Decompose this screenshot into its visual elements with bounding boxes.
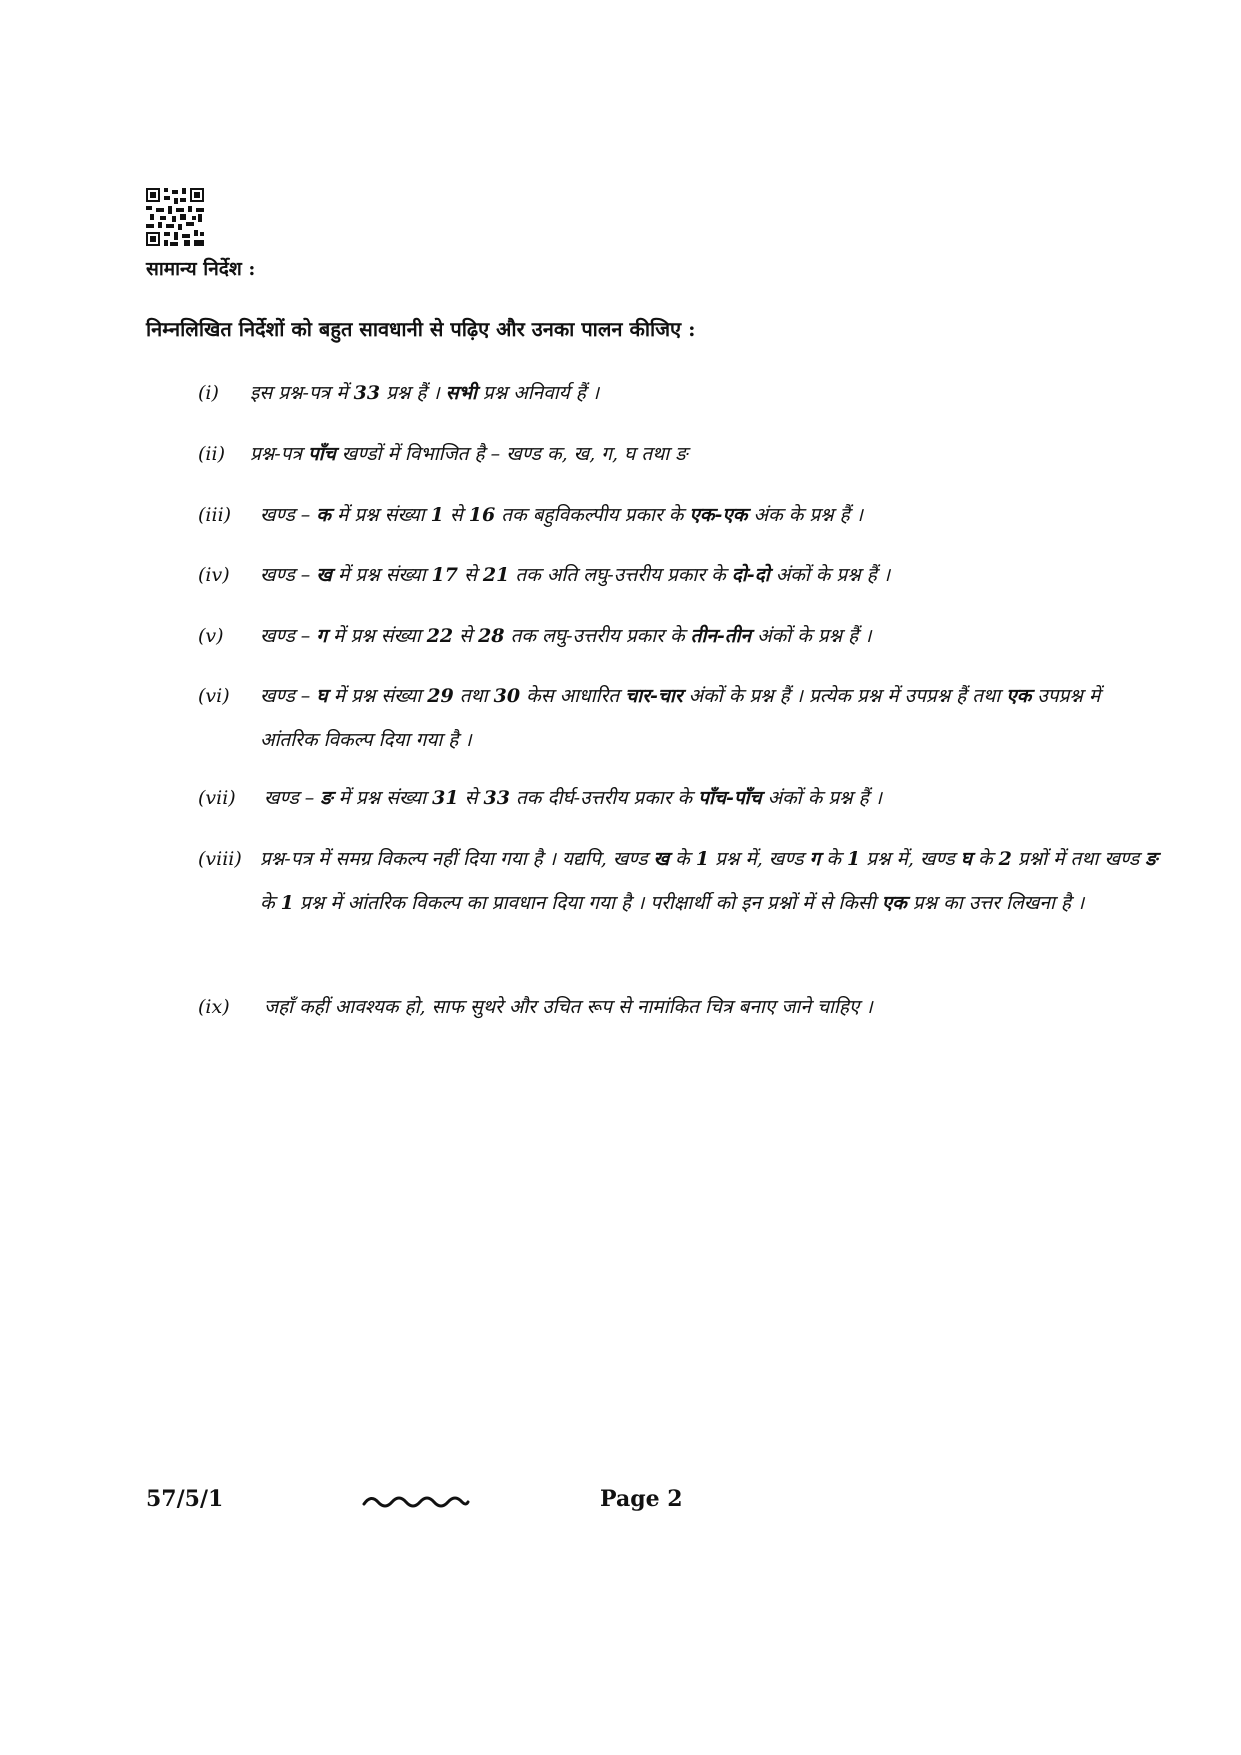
item-text-segment: तक दीर्घ-उत्तरीय प्रकार के — [509, 787, 699, 809]
item-text-segment: अंकों के प्रश्न हैं । प्रत्येक प्रश्न में उपप्रश्न हैं तथा — [682, 685, 1007, 707]
instruction-item — [198, 985, 1098, 1029]
item-text-segment: से — [457, 564, 483, 586]
item-number: (vii) — [198, 787, 236, 809]
item-text-bold: तीन-तीन — [690, 625, 752, 647]
item-text-bold: 16 — [468, 504, 496, 526]
item-text-bold: ख — [316, 564, 332, 586]
instructions-intro: निम्नलिखित निर्देशों को बहुत सावधानी से पढ़िए और उनका पालन कीजिए : — [146, 317, 696, 341]
item-text-segment: प्रश्न हैं । — [380, 382, 446, 404]
item-text-bold: 33 — [483, 787, 510, 809]
item-text-segment: खण्ड – — [260, 504, 317, 526]
item-text — [250, 382, 599, 404]
item-text-bold: घ — [316, 685, 328, 707]
item-text-bold: 30 — [493, 685, 521, 707]
item-text — [264, 787, 882, 809]
instruction-item — [198, 553, 1098, 597]
item-text-segment: अंकों के प्रश्न हैं । — [761, 787, 882, 809]
item-text-bold: ख — [653, 848, 670, 870]
item-text-segment: प्रश्न-पत्र — [250, 443, 308, 465]
item-text-bold: 29 — [427, 685, 454, 707]
item-number: (ii) — [198, 443, 225, 465]
item-text-segment: के — [820, 848, 847, 870]
item-text-bold: सभी — [445, 382, 477, 404]
item-text — [260, 685, 1100, 751]
item-text-segment: से — [453, 625, 479, 647]
item-text-bold: ग — [316, 625, 328, 647]
item-number: (viii) — [198, 848, 242, 870]
item-text-bold: घ — [960, 848, 972, 870]
item-text-bold: 1 — [846, 848, 861, 870]
item-text-segment: में प्रश्न संख्या — [332, 787, 433, 809]
item-text-bold: एक — [881, 892, 907, 914]
item-text-segment: प्रश्नों में तथा खण्ड — [1011, 848, 1146, 870]
item-text-segment: के — [260, 892, 281, 914]
item-text-bold: पाँच — [307, 443, 336, 465]
item-text-segment: में प्रश्न संख्या — [327, 685, 428, 707]
item-text-bold: 1 — [430, 504, 444, 526]
item-text-bold: ग — [809, 848, 821, 870]
item-number: (i) — [198, 382, 219, 404]
item-text — [260, 625, 871, 647]
item-text-segment: खण्डों में विभाजित है – खण्ड क, ख, ग, घ तथा ङ — [335, 443, 688, 465]
item-text-bold: 17 — [431, 564, 458, 586]
item-text-segment: में प्रश्न संख्या — [330, 504, 431, 526]
item-text-segment: खण्ड – — [260, 564, 317, 586]
item-text-segment: खण्ड – — [260, 625, 317, 647]
item-text-segment: तक लघु-उत्तरीय प्रकार के — [504, 625, 691, 647]
qr-code-icon — [146, 188, 204, 246]
item-text-segment: प्रश्न में, खण्ड — [860, 848, 961, 870]
item-text-segment: प्रश्न अनिवार्य हैं । — [476, 382, 600, 404]
item-text-bold: 21 — [482, 564, 510, 586]
item-text-bold: ङ — [1145, 848, 1158, 870]
item-number: (iii) — [198, 504, 232, 526]
item-text-segment: के — [669, 848, 696, 870]
item-text-segment: प्रश्न-पत्र में समग्र विकल्प नहीं दिया गया है । यद्यपि, खण्ड — [260, 848, 654, 870]
item-text-segment: से — [443, 504, 469, 526]
item-text-bold: ङ — [320, 787, 333, 809]
item-text-segment: में प्रश्न संख्या — [327, 625, 427, 647]
paper-code: 57/5/1 — [146, 1486, 224, 1512]
item-text — [264, 996, 873, 1018]
item-text-segment: प्रश्न में, खण्ड — [709, 848, 810, 870]
item-text-bold: क — [316, 504, 331, 526]
item-text-bold: 1 — [695, 848, 710, 870]
instruction-item — [198, 837, 1160, 925]
instruction-item — [198, 674, 1160, 762]
item-number: (v) — [198, 625, 224, 647]
instruction-item — [198, 432, 1098, 476]
item-text-bold: 1 — [280, 892, 294, 914]
item-text — [260, 848, 1157, 914]
instruction-item — [198, 371, 1098, 415]
item-text-bold: 33 — [353, 382, 381, 404]
item-number: (vi) — [198, 685, 230, 707]
item-text-bold: 22 — [426, 625, 454, 647]
item-text-segment: अंकों के प्रश्न हैं । — [769, 564, 891, 586]
item-text-segment: के — [971, 848, 999, 870]
item-text — [260, 504, 863, 526]
item-text-bold: दो-दो — [731, 564, 770, 586]
instruction-item — [198, 614, 1098, 658]
item-text-bold: एक-एक — [689, 504, 748, 526]
item-text-segment: खण्ड – — [264, 787, 321, 809]
item-text-segment: इस प्रश्न-पत्र में — [250, 382, 354, 404]
item-text-bold: एक — [1006, 685, 1032, 707]
item-text-segment: प्रश्न में आंतरिक विकल्प का प्रावधान दिया गया है । परीक्षार्थी को इन प्रश्नों में से किसी — [293, 892, 882, 914]
item-text-segment: तक बहुविकल्पीय प्रकार के — [495, 504, 690, 526]
item-text-segment: से — [458, 787, 484, 809]
item-text-bold: पाँच-पाँच — [698, 787, 762, 809]
item-text-segment: जहाँ कहीं आवश्यक हो, साफ सुथरे और उचित रूप से नामांकित चित्र बनाए जाने चाहिए । — [264, 996, 873, 1018]
item-text-bold: 28 — [478, 625, 505, 647]
item-text — [260, 564, 890, 586]
item-text-segment: तथा — [453, 685, 494, 707]
item-text-segment: अंक के प्रश्न हैं । — [747, 504, 863, 526]
item-text-segment: अंकों के प्रश्न हैं । — [751, 625, 872, 647]
instruction-item — [198, 776, 1098, 820]
item-text-segment: उपप्रश्न में आंतरिक विकल्प दिया गया है । — [260, 685, 1101, 751]
item-text-segment: तक अति लघु-उत्तरीय प्रकार के — [509, 564, 732, 586]
page-number: Page 2 — [600, 1486, 683, 1512]
item-number: (iv) — [198, 564, 230, 586]
instruction-item — [198, 493, 1098, 537]
item-text-bold: चार-चार — [625, 685, 683, 707]
item-text-segment: केस आधारित — [520, 685, 626, 707]
item-text-segment: प्रश्न का उत्तर लिखना है । — [906, 892, 1085, 914]
wave-ornament-icon — [362, 1490, 470, 1512]
item-number: (ix) — [198, 996, 230, 1018]
item-text-segment: में प्रश्न संख्या — [331, 564, 432, 586]
instructions-heading: सामान्य निर्देश : — [146, 258, 256, 280]
item-text-bold: 2 — [998, 848, 1012, 870]
item-text-bold: 31 — [432, 787, 459, 809]
item-text — [250, 443, 687, 465]
item-text-segment: खण्ड – — [260, 685, 317, 707]
